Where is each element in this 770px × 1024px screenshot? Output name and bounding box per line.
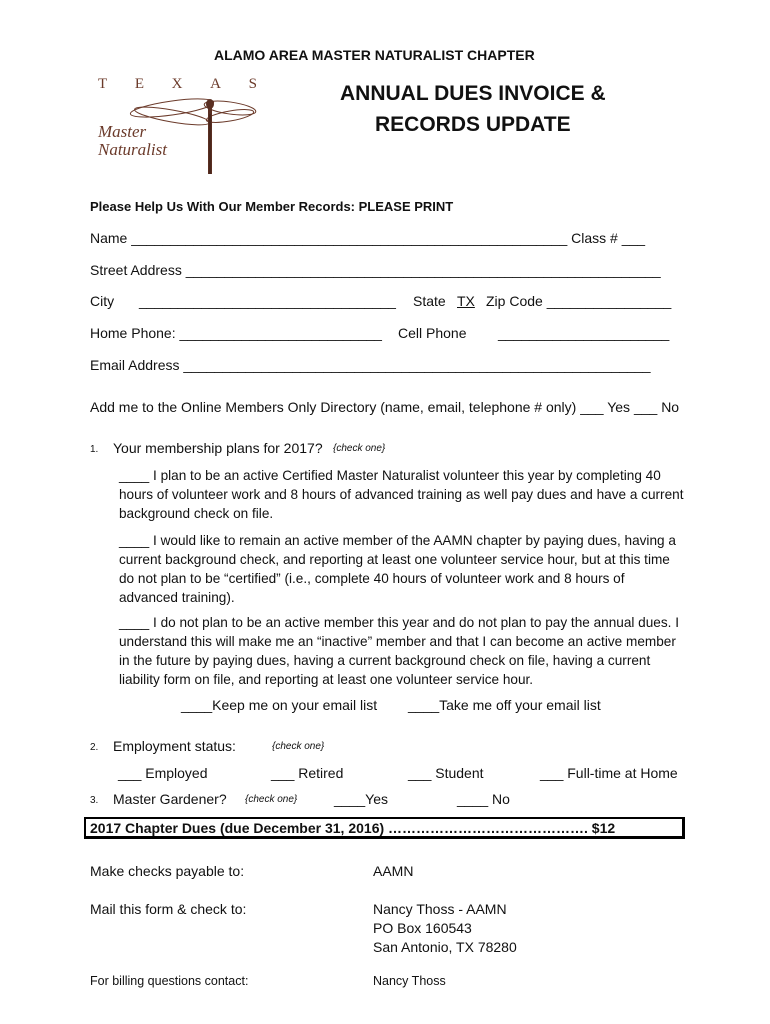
chapter-name: ALAMO AREA MASTER NATURALIST CHAPTER — [214, 47, 535, 63]
state-label: State — [413, 293, 446, 309]
master-gardener-no[interactable]: ____ No — [457, 791, 510, 807]
remove-email-option[interactable]: ____Take me off your email list — [408, 697, 601, 713]
mail-label: Mail this form & check to: — [90, 901, 247, 917]
q1-hint: {check one} — [333, 443, 386, 454]
email-address-field[interactable]: Email Address ____________________________________________________________ — [90, 357, 651, 373]
home-phone-field[interactable]: Home Phone: __________________________ — [90, 325, 382, 341]
records-heading: Please Help Us With Our Member Records: PLEASE PRINT — [90, 199, 454, 214]
billing-contact: Nancy Thoss — [373, 974, 446, 988]
logo-word-master: Master — [98, 122, 147, 141]
city-label: City — [90, 293, 115, 309]
logo-letter-e: E — [134, 76, 145, 92]
dues-amount: 2017 Chapter Dues (due December 31, 2016) ……………………………………. $12 — [90, 820, 616, 836]
street-address-field[interactable]: Street Address _____________________________________________________________ — [90, 262, 661, 278]
q2-number: 2. — [90, 742, 99, 753]
page-title-line1: ANNUAL DUES INVOICE & — [340, 82, 606, 105]
q1-option-inactive[interactable]: ____ I do not plan to be an active member this year and do not plan to pay the annual dues. I understand this will make me an “inactive” member and that I can become an active member in the future by paying dues, having a current background check on file, having a current liability form on file, and reporting at least one volunteer service hour. — [119, 615, 679, 687]
q2-hint: {check one} — [272, 741, 325, 752]
student-option[interactable]: ___ Student — [408, 765, 484, 781]
texas-master-naturalist-logo — [94, 74, 264, 178]
mail-address-line3: San Antonio, TX 78280 — [373, 939, 517, 955]
logo-letter-s: S — [248, 76, 258, 92]
q2-question: Employment status: — [113, 738, 236, 754]
name-field[interactable]: Name ________________________________________________________ Class # ___ — [90, 230, 646, 246]
billing-label: For billing questions contact: — [90, 974, 249, 988]
keep-email-option[interactable]: ____Keep me on your email list — [181, 697, 378, 713]
cell-phone-field[interactable]: ______________________ — [498, 325, 670, 341]
retired-option[interactable]: ___ Retired — [271, 765, 344, 781]
mail-address-line2: PO Box 160543 — [373, 920, 472, 936]
page-title-line2: RECORDS UPDATE — [375, 113, 571, 136]
mail-address-line1: Nancy Thoss - AAMN — [373, 901, 507, 917]
q1-question: Your membership plans for 2017? — [113, 440, 323, 456]
logo-letter-a: A — [210, 76, 222, 92]
q3-number: 3. — [90, 795, 99, 806]
directory-optin[interactable]: Add me to the Online Members Only Directory (name, email, telephone # only) ___ Yes ___ No — [90, 399, 680, 415]
q1-option-active[interactable]: ____ I would like to remain an active member of the AAMN chapter by paying dues, having a current background check, and reporting at least one volunteer service hour, but at this time do not plan to be “certified” (i.e., complete 40 hours of volunteer work and 8 hours of advanced training). — [119, 533, 676, 605]
employed-option[interactable]: ___ Employed — [118, 765, 208, 781]
logo-letter-x: X — [171, 76, 184, 92]
cell-phone-label: Cell Phone — [398, 325, 467, 341]
logo-word-naturalist: Naturalist — [98, 140, 167, 159]
q1-number: 1. — [90, 444, 99, 455]
state-value: TX — [457, 293, 475, 309]
fulltime-home-option[interactable]: ___ Full-time at Home — [540, 765, 678, 781]
q3-hint: {check one} — [245, 794, 298, 805]
zip-code-field[interactable]: Zip Code ________________ — [486, 293, 672, 309]
q1-option-certified[interactable]: ____ I plan to be an active Certified Master Naturalist volunteer this year by completing 40 hours of volunteer work and 8 hours of advanced training as well pay dues and have a current background check on file. — [119, 468, 684, 521]
q3-question: Master Gardener? — [113, 791, 227, 807]
master-gardener-yes[interactable]: ____Yes — [334, 791, 388, 807]
city-field[interactable]: _________________________________ — [139, 293, 396, 309]
payable-label: Make checks payable to: — [90, 863, 245, 879]
payable-value: AAMN — [373, 863, 414, 879]
logo-letter-t: T — [98, 76, 109, 92]
